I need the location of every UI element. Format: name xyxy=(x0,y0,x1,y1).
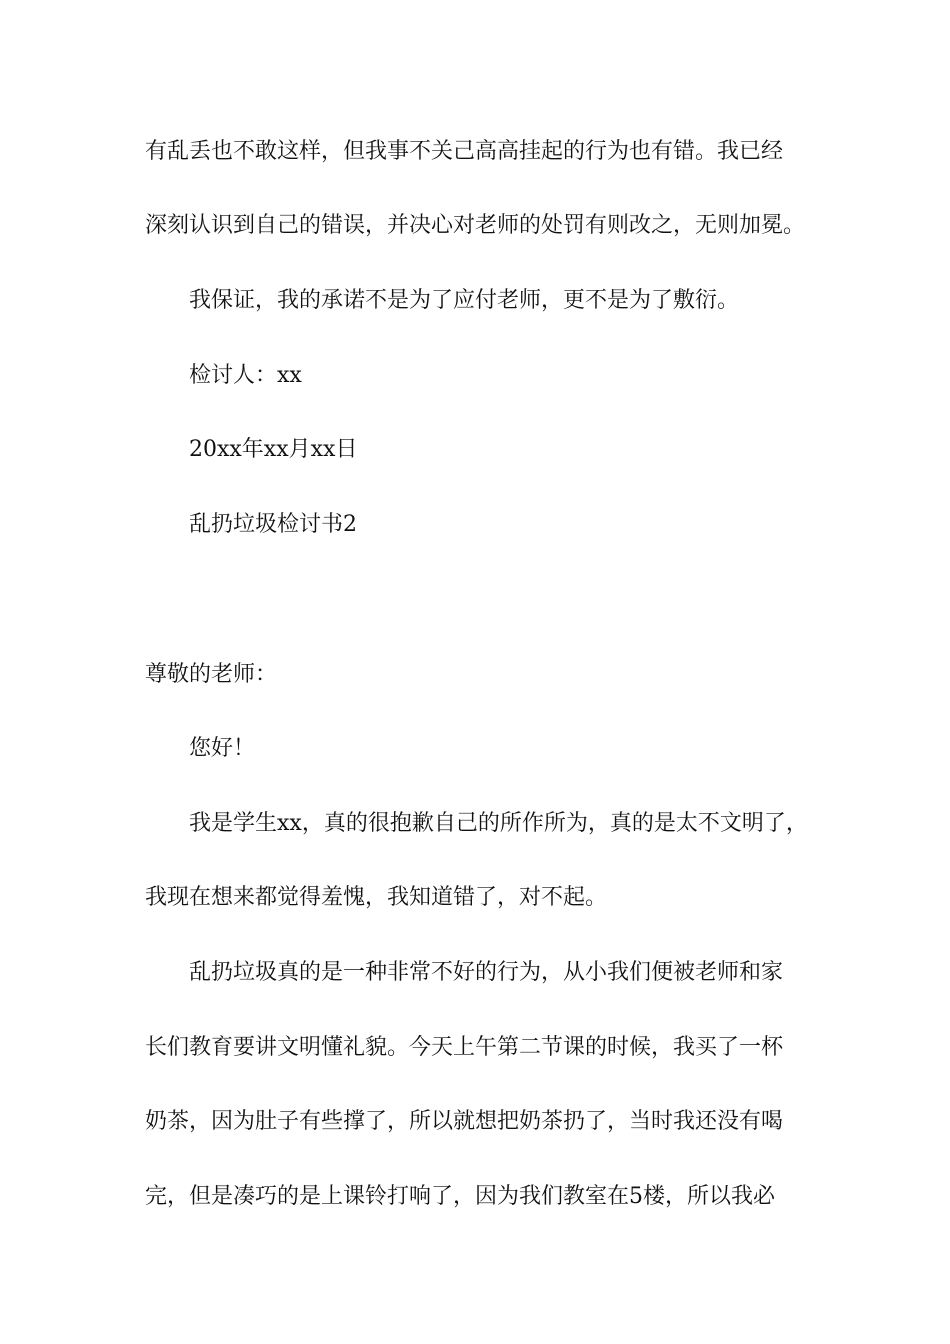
section-title: 乱扔垃圾检讨书2 xyxy=(189,512,357,537)
paragraph-line: 长们教育要讲文明懂礼貌。今天上午第二节课的时候，我买了一杯 xyxy=(145,1035,784,1060)
paragraph-line: 乱扔垃圾真的是一种非常不好的行为，从小我们便被老师和家 xyxy=(189,960,784,985)
paragraph-line: 有乱丢也不敢这样，但我事不关己高高挂起的行为也有错。我已经 xyxy=(145,139,784,164)
signature-line: 检讨人：xx xyxy=(189,363,302,388)
salutation: 尊敬的老师： xyxy=(145,662,278,687)
paragraph-line: 我保证，我的承诺不是为了应付老师，更不是为了敷衍。 xyxy=(189,288,740,313)
paragraph-line: 我现在想来都觉得羞愧，我知道错了，对不起。 xyxy=(145,885,608,910)
paragraph-line: 我是学生xx，真的很抱歉自己的所作所为，真的是太不文明了， xyxy=(189,811,808,836)
paragraph-line: 完，但是凑巧的是上课铃打响了，因为我们教室在5楼，所以我必 xyxy=(145,1184,775,1209)
paragraph-line: 深刻认识到自己的错误，并决心对老师的处罚有则改之，无则加冕。 xyxy=(145,213,806,238)
date-line: 20xx年xx月xx日 xyxy=(189,437,358,462)
paragraph-line: 奶茶，因为肚子有些撑了，所以就想把奶茶扔了，当时我还没有喝 xyxy=(145,1109,784,1134)
greeting: 您好！ xyxy=(189,736,256,761)
